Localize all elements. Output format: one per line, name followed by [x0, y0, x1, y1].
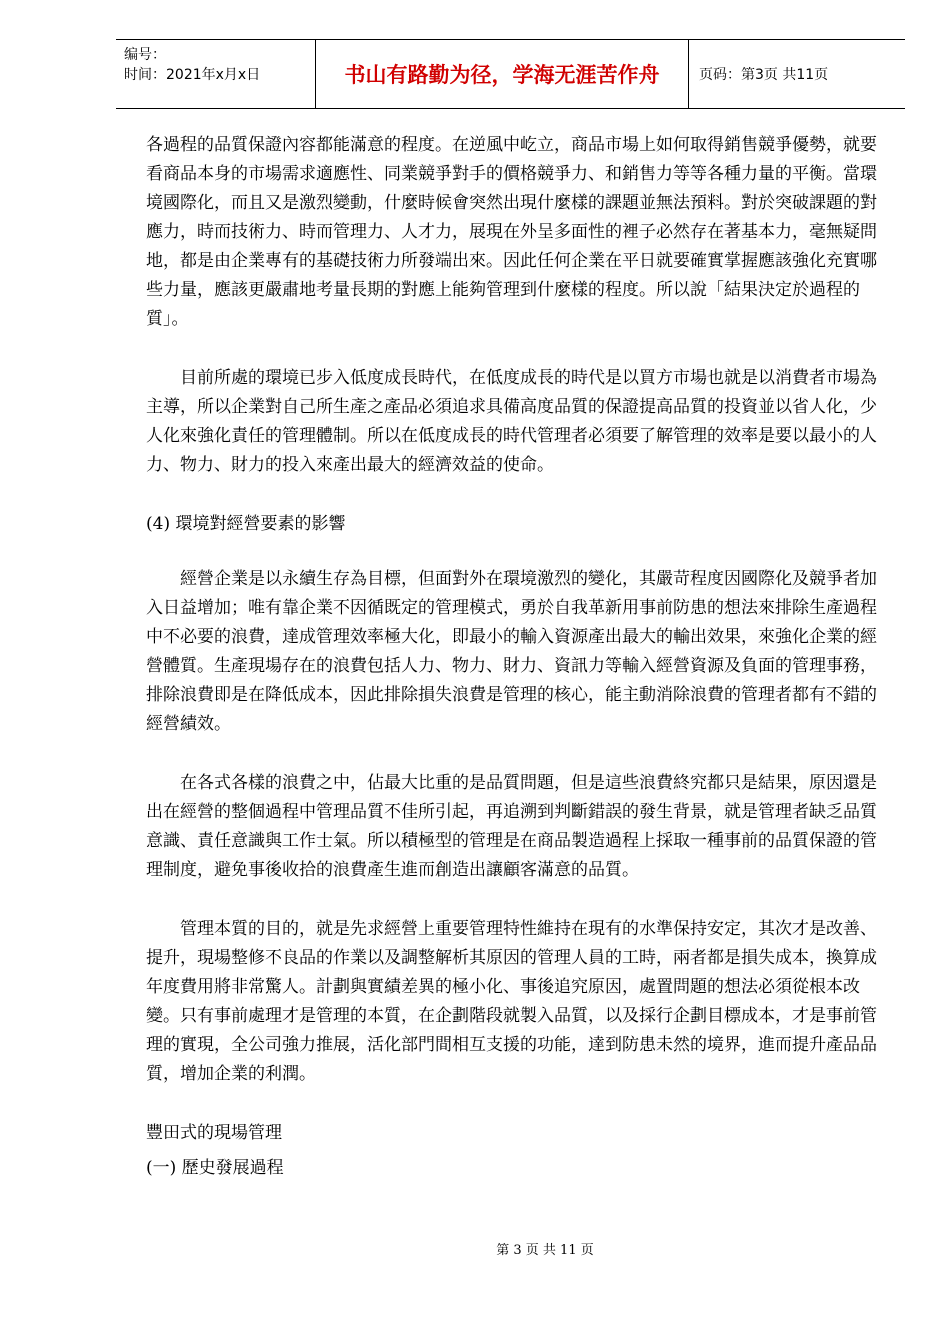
- section-heading-4: (4) 環境對經營要素的影響: [146, 514, 346, 534]
- header-meta: [116, 40, 315, 108]
- document-body: [146, 131, 886, 1183]
- header-page-info: 页码：第3页 共11页: [699, 67, 829, 83]
- section-title: 豐田式的現場管理: [146, 1123, 282, 1143]
- document-number-label: 编号：: [124, 47, 166, 63]
- paragraph-5: 管理本質的目的，就是先求經營上重要管理特性維持在現有的水準保持安定，其次才是改善、提升，現場整修不良品的作業以及調整解析其原因的管理人員的工時，兩者都是損失成本，換算成年度費用將非常驚人。計劃與實績差異的極小化、事後追究原因，處置問題的想法必須從根本改變。只有事前處理才是管理的本質，在企劃階段就製入品質，以及採行企劃目標成本，才是事前管理的實現，全公司強力推展，活化部門間相互支援的功能，達到防患未然的境界，進而提升產品品質，增加企業的利潤。: [146, 919, 877, 1084]
- page-header: [116, 39, 905, 109]
- subsection-title: (一) 歷史發展過程: [146, 1158, 284, 1178]
- paragraph-1: 各過程的品質保證內容都能滿意的程度。在逆風中屹立，商品市場上如何取得銷售競爭優勢，就要看商品本身的市場需求適應性、同業競爭對手的價格競爭力、和銷售力等等各種力量的平衡。當環境國際化，而且又是激烈變動，什麼時候會突然出現什麼樣的課題並無法預料。對於突破課題的對應力，時而技術力、時而管理力、人才力，展現在外呈多面性的裡子必然存在著基本力，毫無疑問地，都是由企業專有的基礎技術力所發端出來。因此任何企業在平日就要確實掌握應該強化充實哪些力量，應該更嚴肅地考量長期的對應上能夠管理到什麼樣的程度。所以說「結果決定於過程的質」。: [146, 135, 877, 329]
- paragraph-4: 在各式各樣的浪費之中，佔最大比重的是品質問題，但是這些浪費終究都只是結果，原因還是出在經營的整個過程中管理品質不佳所引起，再追溯到判斷錯誤的發生背景，就是管理者缺乏品質意識、責任意識與工作士氣。所以積極型的管理是在商品製造過程上採取一種事前的品質保證的管理制度，避免事後收拾的浪費產生進而創造出讓顧客滿意的品質。: [146, 773, 877, 880]
- paragraph-2: 目前所處的環境已步入低度成長時代，在低度成長的時代是以買方市場也就是以消費者市場為主導，所以企業對自己所生產之產品必須追求具備高度品質的保證提高品質的投資並以省人化，少人化來強化責任的管理體制。所以在低度成長的時代管理者必須要了解管理的效率是要以最小的人力、物力、財力的投入來產出最大的經濟效益的使命。: [146, 368, 877, 475]
- page-footer: 第 3 页 共 11 页: [496, 1243, 594, 1258]
- header-motto: 书山有路勤为径，学海无涯苦作舟: [315, 40, 689, 108]
- paragraph-3: 經營企業是以永續生存為目標，但面對外在環境激烈的變化，其嚴苛程度因國際化及競爭者加入日益增加；唯有靠企業不因循既定的管理模式，勇於自我革新用事前防患的想法來排除生產過程中不必要的浪費，達成管理效率極大化，即最小的輸入資源產出最大的輸出效果，來強化企業的經營體質。生產現場存在的浪費包括人力、物力、財力、資訊力等輸入經營資源及負面的管理事務，排除浪費即是在降低成本，因此排除損失浪費是管理的核心，能主動消除浪費的管理者都有不錯的經營績效。: [146, 569, 877, 734]
- document-date: 时间：2021年x月x日: [124, 67, 261, 83]
